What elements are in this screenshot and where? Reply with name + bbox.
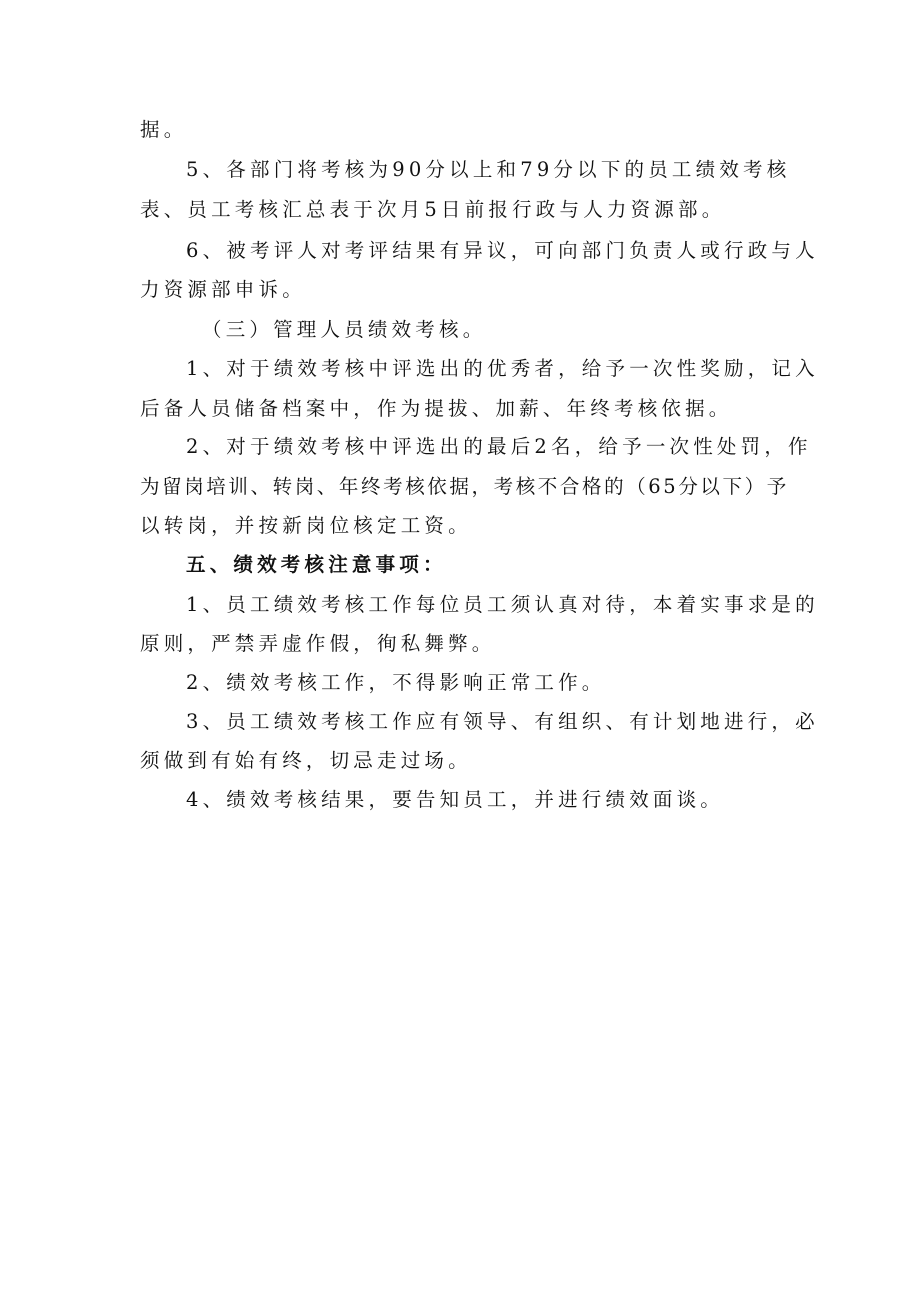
paragraph-line: 原则，严禁弄虚作假，徇私舞弊。: [140, 632, 496, 655]
section-heading: （三）管理人员绩效考核。: [202, 318, 487, 341]
section-heading: 五、绩效考核注意事项：: [186, 553, 447, 576]
paragraph-line: 为留岗培训、转岗、年终考核依据，考核不合格的（65分以下）予: [140, 475, 789, 498]
paragraph-line: 1、对于绩效考核中评选出的优秀者，给予一次性奖励，记入: [186, 357, 819, 380]
paragraph-line: 3、员工绩效考核工作应有领导、有组织、有计划地进行，必: [186, 710, 819, 733]
paragraph-line: 须做到有始有终，切忌走过场。: [140, 749, 472, 772]
paragraph-line: 以转岗，并按新岗位核定工资。: [140, 514, 472, 537]
paragraph-line: 1、员工绩效考核工作每位员工须认真对待，本着实事求是的: [186, 593, 819, 616]
paragraph-line: 表、员工考核汇总表于次月5日前报行政与人力资源部。: [140, 198, 726, 221]
paragraph-line: 5、各部门将考核为90分以上和79分以下的员工绩效考核: [186, 158, 791, 181]
paragraph-line: 4、绩效考核结果，要告知员工，并进行绩效面谈。: [186, 788, 725, 811]
paragraph-line: 6、被考评人对考评结果有异议，可向部门负责人或行政与人: [186, 239, 819, 262]
paragraph-line: 力资源部申诉。: [140, 278, 306, 301]
paragraph-line: 后备人员储备档案中，作为提拔、加薪、年终考核依据。: [140, 397, 733, 420]
paragraph-line: 2、对于绩效考核中评选出的最后2名，给予一次性处罚，作: [186, 435, 812, 458]
paragraph-line: 据。: [140, 118, 188, 141]
paragraph-line: 2、绩效考核工作，不得影响正常工作。: [186, 671, 606, 694]
